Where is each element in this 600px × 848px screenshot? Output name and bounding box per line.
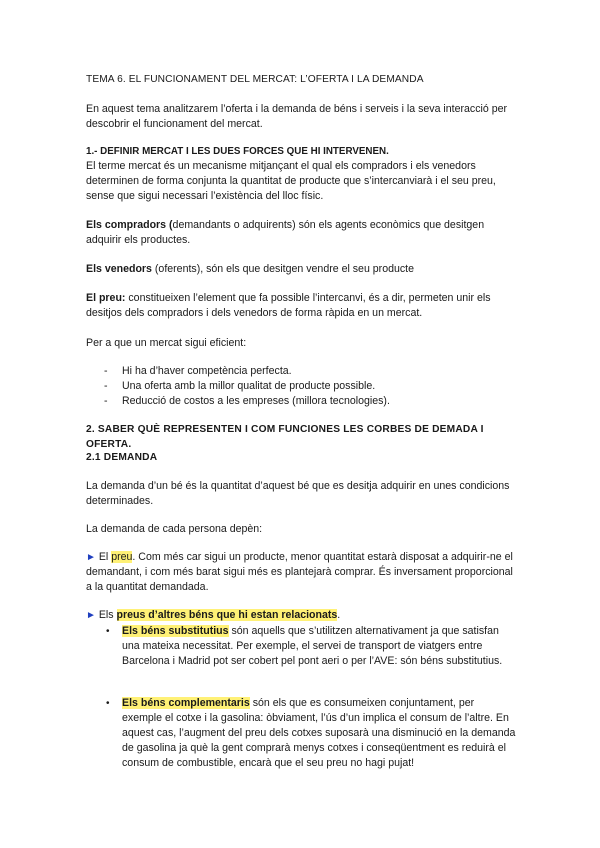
list-item: - Hi ha d’haver competència perfecta. xyxy=(86,364,516,379)
compradors-term: Els compradors ( xyxy=(86,219,173,231)
related-goods-highlight: preus d’altres béns que hi estan relacionats xyxy=(116,609,338,621)
venedors-paragraph xyxy=(86,262,516,277)
related-goods-paragraph xyxy=(86,608,516,623)
preu-factor-paragraph xyxy=(86,550,516,595)
preu-factor-pre: El xyxy=(95,551,112,563)
eficient-list xyxy=(86,364,516,409)
compradors-text: demandants o adquirents) són els agents econòmics que desitgen adquirir els productes. xyxy=(86,219,485,246)
preu-factor-text: . Com més car sigui un producte, menor quantitat estarà disposat a adquirir-ne el demandant, i com més barat sigui més es plantejarà comprar. És inversament proporcional a la quantitat demandada. xyxy=(86,551,513,593)
demanda-depends: La demanda de cada persona depèn: xyxy=(86,523,263,535)
venedors-term: Els venedors xyxy=(86,263,152,275)
triangle-right-icon: ► xyxy=(86,552,96,563)
substitutius-text: són aquells que s’utilitzen alternativament ja que satisfan una mateixa necessitat. Per exemple, el servei de transport de viatgers entre Barcelona i Madrid pot ser cobert pel pont aeri o per l’AVE: són béns substitutius. xyxy=(122,625,503,667)
page-title: TEMA 6. EL FUNCIONAMENT DEL MERCAT: L’OFERTA I LA DEMANDA xyxy=(86,74,424,85)
section2-heading: 2. SABER QUÈ REPRESENTEN I COM FUNCIONES LES CORBES DE DEMADA I OFERTA. xyxy=(86,424,484,450)
complementaris-highlight: Els béns complementaris xyxy=(122,697,250,709)
substitutius-bullet xyxy=(106,624,516,669)
eficient-lead: Per a que un mercat sigui eficient: xyxy=(86,337,247,349)
preu-text: constitueixen l’element que fa possible l’intercanvi, és a dir, permeten unir els desitjos dels compradors i dels venedors de forma ràpida en un mercat. xyxy=(86,292,491,319)
triangle-right-icon: ► xyxy=(86,610,96,621)
related-goods-post: . xyxy=(337,609,341,621)
complementaris-bullet xyxy=(106,696,516,771)
substitutius-highlight: Els béns substitutius xyxy=(122,625,229,637)
list-item: - Una oferta amb la millor qualitat de producte possible. xyxy=(86,379,516,394)
section1-paragraph: El terme mercat és un mecanisme mitjançant el qual els compradors i els venedors determinen de forma conjunta la quantitat de producte que s’intercanviarà i el seu preu, sense que sigui necessari l’existència del lloc físic. xyxy=(86,160,496,202)
list-item: - Reducció de costos a les empreses (millora tecnologies). xyxy=(86,394,516,409)
preu-term: El preu: xyxy=(86,292,126,304)
bullet-dot-icon: • xyxy=(106,698,110,709)
demanda-definition: La demanda d’un bé és la quantitat d’aquest bé que es desitja adquirir en unes condicions determinades. xyxy=(86,480,510,507)
intro-paragraph: En aquest tema analitzarem l’oferta i la demanda de béns i serveis i la seva interacció per descobrir el funcionament del mercat. xyxy=(86,103,508,130)
bullet-dot-icon: • xyxy=(106,626,110,637)
section1-heading: 1.- DEFINIR MERCAT I LES DUES FORCES QUE HI INTERVENEN. xyxy=(86,146,389,157)
preu-paragraph xyxy=(86,291,516,321)
section21-heading: 2.1 DEMANDA xyxy=(86,452,158,463)
related-goods-pre: Els xyxy=(95,609,117,621)
compradors-paragraph xyxy=(86,218,516,248)
complementaris-text: són els que es consumeixen conjuntament, per exemple el cotxe i la gasolina: òbviament, l’ús d’un implica el consum de l’altre. En aquest cas, l’augment del preu dels cotxes suposarà una disminució en la demanda de gasolina ja què la gent comprarà menys cotxes i conseqüentment es reduirà el consum de combustible, encarà que el seu preu no hagi pujat! xyxy=(122,697,516,769)
venedors-text: (oferents), són els que desitgen vendre el seu producte xyxy=(151,263,415,275)
preu-highlight: preu xyxy=(111,551,133,563)
